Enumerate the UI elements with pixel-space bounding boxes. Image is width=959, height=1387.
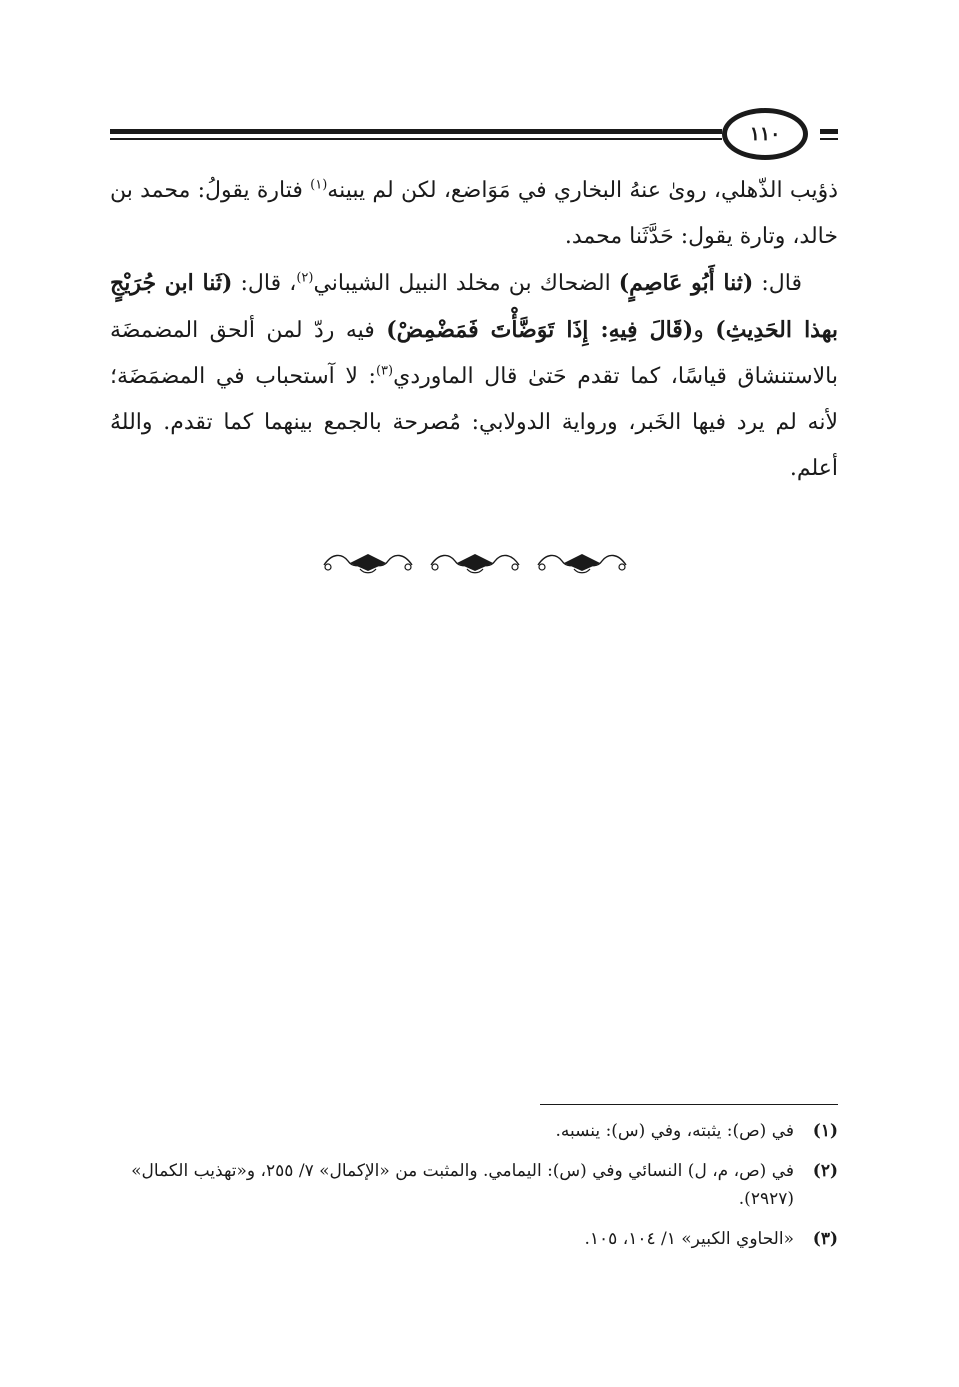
text-run: قال:: [753, 271, 803, 296]
main-text: [110, 168, 838, 492]
hadith-quote: (ثنا أَبُو عَاصِمٍ): [618, 270, 754, 296]
footnote-number: (٣): [812, 1229, 838, 1249]
footnote: [110, 1117, 838, 1145]
paragraph: [110, 168, 838, 260]
footnotes: [110, 1117, 838, 1265]
footnote-number: (١): [812, 1121, 838, 1141]
footnote-ref: (٣): [375, 363, 394, 379]
text-run: فيه ردّ لمن ألحق المضمضَة بالاستنشاق قياسًا، كما تقدم حَتىٰ قال الماوردي: [110, 318, 839, 389]
text-run: فتارة يقولُ: محمد بن خالد، وتارة يقول: حَدَّثَنا محمد.: [110, 178, 838, 249]
text-run: : لا آستحباب في المضمَضَة؛ لأنه لم يرد فيها الخَبر، ورواية الدولابي: مُصرحة بالجمع بينهما كما تقدم. واللهُ أعلم.: [110, 364, 838, 481]
hadith-quote: (ثَنا ابن جُرَيْجٍ بهذا الحَدِيثِ): [110, 270, 838, 343]
footnote-ref: (١): [310, 177, 328, 193]
text-run: ذؤيب الذّهلي، رویٰ عنهُ البخاري في مَوَاضع، لكن لم يبينه: [327, 178, 838, 203]
footnote: [110, 1157, 838, 1213]
text-run: و: [693, 318, 716, 343]
footnote-text: في (ص، م، ل) النسائي وفي (س): اليمامي. والمثبت من «الإكمال» ٧/ ٢٥٥، و«تهذيب الكمال» (٢٩٢٧).: [131, 1161, 794, 1209]
page-header: [110, 108, 838, 164]
text-run: الضحاك بن مخلد النبيل الشيباني: [313, 271, 619, 296]
header-rule-right-thin: [820, 138, 838, 140]
text-run: ، قال:: [232, 271, 297, 296]
ornament-icon: [320, 549, 416, 575]
page-number: ١١٠: [749, 123, 781, 145]
footnote-text: في (ص): يثبته، وفي (س): ينسبه.: [555, 1121, 794, 1141]
header-rule-right-thick: [820, 129, 838, 134]
page-number-badge: [722, 108, 808, 160]
ornament-icon: [427, 549, 523, 575]
header-rule-thin: [110, 138, 722, 140]
hadith-quote: (قَالَ فِيهِ: إِذَا تَوَضَّأْتَ فَمَضْمِضْ): [386, 317, 694, 343]
ornament-icon: [534, 549, 630, 575]
footnote-text: «الحاوي الكبير» ١/ ١٠٤، ١٠٥.: [584, 1229, 794, 1249]
footnote: [110, 1225, 838, 1253]
footnote-number: (٢): [812, 1161, 838, 1181]
header-rule-thick: [110, 129, 722, 134]
footnote-separator: [540, 1104, 838, 1105]
footnote-ref: (٢): [296, 270, 314, 286]
paragraph: [110, 260, 838, 492]
section-divider-ornament: [320, 549, 630, 575]
